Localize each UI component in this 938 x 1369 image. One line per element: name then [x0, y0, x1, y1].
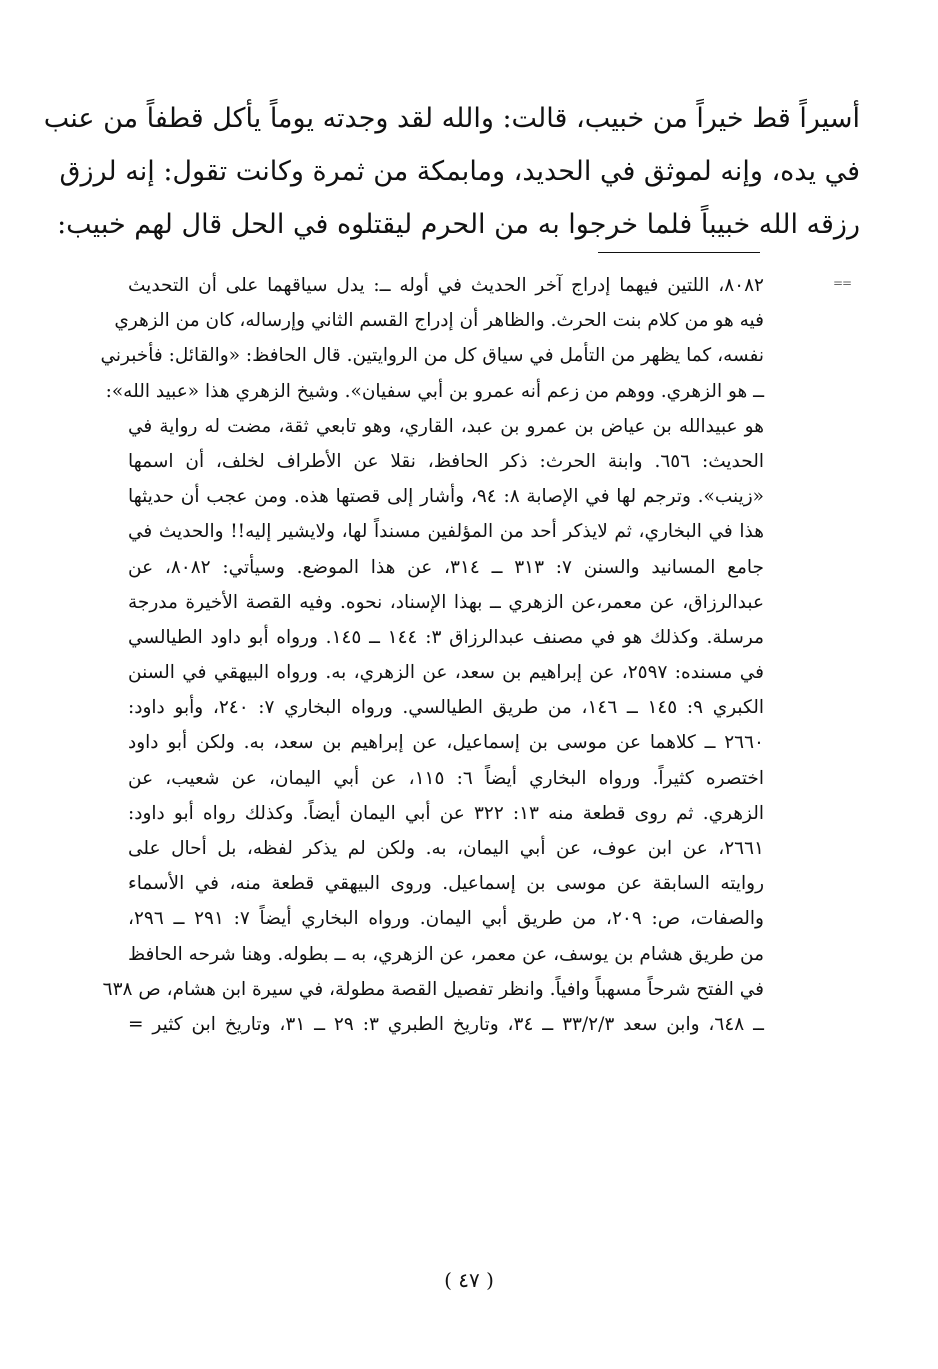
footnote-line: هو عبيدالله بن عياض بن عمرو بن عبد، القاري، وهو تابعي ثقة، مضت له رواية في: [128, 415, 764, 437]
footnote-separator: [598, 252, 760, 253]
footnote-line: الحديث: ٦٥٦. وابنة الحرث: ذكر الحافظ، نقلا عن الأطراف لخلف، أن اسمها: [128, 450, 764, 472]
footnote-line: ــ ٦٤٨، وابن سعد ٣٣/٢/٣ ــ ٣٤، وتاريخ الطبري ٣: ٢٩ ــ ٣١، وتاريخ ابن كثير =: [128, 1013, 764, 1035]
footnote-line: في مسنده: ٢٥٩٧، عن إبراهيم بن سعد، عن الزهري، به. ورواه البيهقي في السنن: [128, 662, 765, 684]
footnote-line: هذا في البخاري، ثم لايذكر أحد من المؤلفين مسنداً لها، ولايشير إليه!! والحديث في: [128, 521, 764, 543]
main-text-line: أسيراً قط خيراً من خبيب، قالت: والله لقد وجدته يوماً يأكل قطفاً من عنب: [43, 103, 860, 134]
footnote-line: «زينب». وترجم لها في الإصابة ٨: ٩٤، وأشار إلى قصتها هذه. ومن عجب أن حديثها: [128, 486, 764, 508]
footnote-block: [100, 268, 765, 1042]
footnote-line: جامع المسانيد والسنن ٧: ٣١٣ ــ ٣١٤، عن هذا الموضع. وسيأتي: ٨٠٨٢، عن: [128, 556, 764, 578]
footnote-line: اختصره كثيراً. ورواه البخاري أيضاً ٦: ١١٥، عن أبي اليمان، عن شعيب، عن: [128, 767, 764, 789]
footnote-line: نفسه، كما يظهر من التأمل في سياق كل من الروايتين. قال الحافظ: «والقائل: فأخبرني: [100, 345, 764, 367]
footnote-line: الكبري ٩: ١٤٥ ــ ١٤٦، من طريق الطيالسي. ورواه البخاري ٧: ٢٤٠، وأبو داود:: [128, 697, 764, 719]
footnote-line: فيه هو من كلام بنت الحرث. والظاهر أن إدراج القسم الثاني وإرساله، كان من الزهري: [114, 310, 764, 332]
footnote-line: ٢٦٦١، عن ابن عوف، عن أبي اليمان، به. ولكن لم يذكر لفظه، بل أحال على: [128, 838, 764, 859]
footnote-line: روايته السابقة عن موسى بن إسماعيل. وروى البيهقي قطعة منه، في الأسماء: [128, 873, 764, 895]
footnote-line: ٢٦٦٠ ــ كلاهما عن موسى بن إسماعيل، عن إبراهيم بن سعد، به. ولكن أبو داود: [128, 732, 764, 754]
footnote-line: ٨٠٨٢، اللتين فيهما إدراج آخر الحديث في أوله ــ: يدل سياقهما على أن التحديث: [128, 275, 764, 296]
main-text: [43, 92, 860, 251]
page-number: ( ٤٧ ): [444, 1268, 494, 1292]
footnote-line: من طريق هشام بن يوسف، عن معمر، عن الزهري، به ــ بطوله. وهنا شرحه الحافظ: [127, 943, 764, 965]
footnote-line: في الفتح شرحاً مسهباً وافياً. وانظر تفصيل القصة مطولة، في سيرة ابن هشام، ص ٦٣٨: [102, 978, 764, 1000]
footnote-continuation-marker: ==: [833, 276, 852, 290]
footnote-line: والصفات، ص: ٢٠٩، من طريق أبي اليمان. ورواه البخاري أيضاً ٧: ٢٩١ ــ ٢٩٦،: [128, 908, 764, 930]
footnote-line: مرسلة. وكذلك هو في مصنف عبدالرزاق ٣: ١٤٤ ــ ١٤٥. ورواه أبو داود الطيالسي: [128, 626, 764, 648]
footnote-line: الزهري. ثم روى قطعة منه ١٣: ٣٢٢ عن أبي اليمان أيضاً. وكذلك رواه أبو داود:: [128, 802, 764, 824]
footnote-line: ــ هو الزهري. ووهم من زعم أنه عمرو بن أبي سفيان». وشيخ الزهري هذا «عبيد الله»:: [105, 380, 764, 402]
main-text-line: رزقه الله خبيباً فلما خرجوا به من الحرم ليقتلوه في الحل قال لهم خبيب:: [57, 209, 860, 240]
main-text-line: في يده، وإنه لموثق في الحديد، ومابمكة من ثمرة وكانت تقول: إنه لرزق: [59, 156, 860, 187]
footnote-line: عبدالرزاق، عن معمر،عن الزهري ــ بهذا الإسناد، نحوه. وفيه القصة الأخيرة مدرجة: [128, 591, 764, 613]
